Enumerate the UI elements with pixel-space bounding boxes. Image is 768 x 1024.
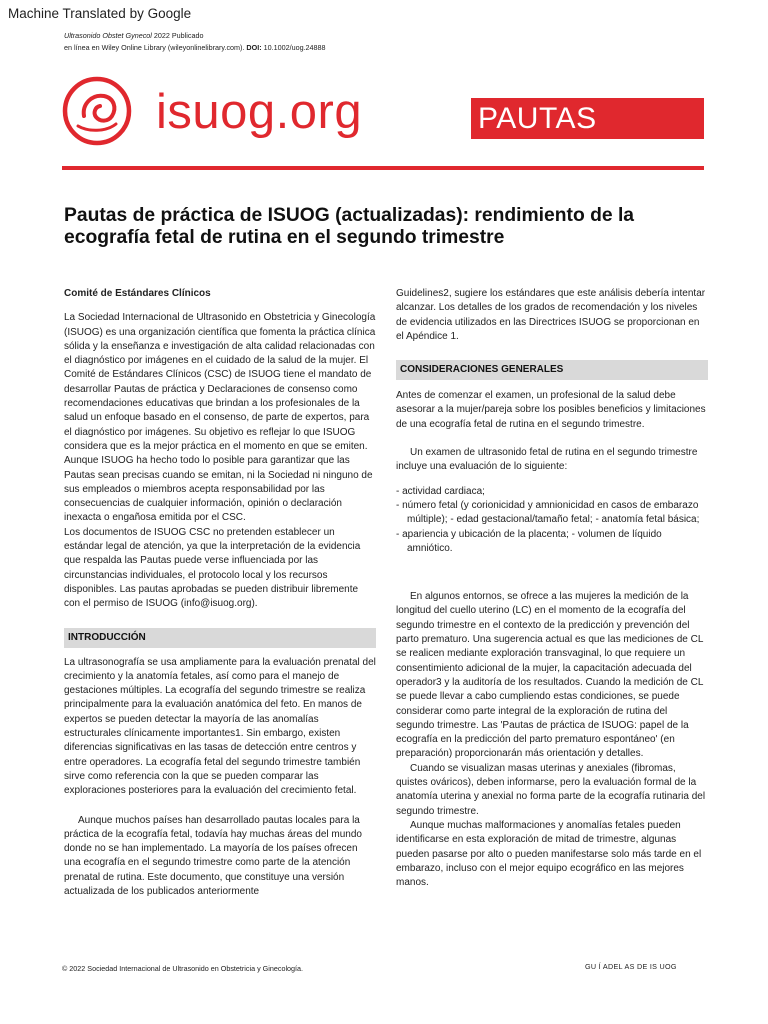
paragraph-isuog-about: La Sociedad Internacional de Ultrasonido en Obstetricia y Ginecología (ISUOG) es una organización científica que fomenta la práctica clínica sólida y la enseñanza e investigación de alta calidad relacionadas con el diagnóstico por imágenes en el cuidado de la salud de la mujer. El Comité de Estándares Clínicos (CSC) de ISUOG tiene el mandato de desarrollar Pautas de práctica y Declaraciones de consenso como recomendaciones educativas que brindan a los profesionales de la salud un enfoque basado en el consenso, de parte de expertos, para el diagnóstico por imágenes. Su objetivo es reflejar lo que ISUOG considera que es la mejor práctica en el momento en que se emiten. Aunque ISUOG ha hecho todo lo posible para garantizar que las Pautas sean precisas cuando se emitan, ni la Sociedad ni ninguno de sus empleados o miembros acepta responsabilidad por las consecuencias de cualquier información, opinión o declaración inexacta o engañosa emitida por el CSC. [64,312,376,524]
paragraph-guidelines: Guidelines2, sugiere los estándares que este análisis debería intentar alcanzar. Los detalles de los grados de recomendación y los niveles de evidencia utilizados en las Directrices ISUOG se proporcionan en el Apéndice 1. [396,288,706,342]
isuog-logo-mark-icon [62,76,132,146]
pubinfo-line-2 [64,42,326,54]
doi-label: DOI: [246,43,262,52]
paragraph-malformations: Aunque muchas malformaciones y anomalías fetales pueden identificarse en esta exploración de mitad de trimestre, algunas pueden pasarse por alto o pueden manifestarse solo más tarde en el embarazo, incluso con el mejor equipo ecográfico en las mejores manos. [396,819,702,889]
paragraph-intro-2: Aunque muchos países han desarrollado pautas locales para la práctica de la ecografía fetal, todavía hay muchas áreas del mundo donde no se han implementado. La mayoría de los países ofrecen una ecografía en el segundo trimestre como parte de la atención prenatal de rutina. Este documento, que constituye una versión actualizada de los publicados anteriormente [64,814,362,897]
exam-list [396,485,708,556]
doi-value: 10.1002/uog.24888 [261,43,326,52]
paragraph-csc-documents: Los documentos de ISUOG CSC no pretenden establecer un estándar legal de atención, ya que la interpretación de la evidencia que respalda las Pautas puede verse influenciada por las circunstancias individuales, el protocolo local y los recursos disponibles. Las pautas aprobadas se pueden distribuir libremente con el permiso de ISUOG (info@isuog.org). [64,526,361,610]
guidelines-badge: PAUTAS [471,98,704,139]
list-item: - número fetal (y corionicidad y amnionicidad en casos de embarazo múltiple); - edad gestacional/tamaño fetal; - anatomía fetal básica; [396,499,700,526]
header-divider [62,166,704,170]
paragraph-intro-1: La ultrasonografía se usa ampliamente para la evaluación prenatal del crecimiento y la anatomía fetales, así como para el manejo de gestaciones múltiples. La ecografía del segundo trimestre se realiza principalmente para la evaluación anatómica del feto. En manos de expertos se pueden detectar la mayoría de las anomalías estructurales clínicamente importantes1. Sin embargo, existen diferencias significativas en las tasas de detección entre centros y entre operadores. La ecografía fetal del segundo trimestre también sirve como referencia con la que se pueden comparar las exploraciones posteriores para la evaluación del crecimiento fetal. [64,656,376,797]
publication-info [64,30,326,54]
section-heading-consideraciones: CONSIDERACIONES GENERALES [396,360,708,380]
list-item: - actividad cardiaca; [396,485,485,497]
right-column [396,287,708,890]
footer-running-head: GU Í ADEL AS DE IS UOG [585,962,677,971]
pubinfo-year: 2022 Publicado [151,31,204,40]
footer-copyright: © 2022 Sociedad Internacional de Ultrasonido en Obstetricia y Ginecología. [62,964,304,973]
logo-wordmark: isuog.org [156,85,363,139]
isuog-logo [62,76,392,148]
article-title: Pautas de práctica de ISUOG (actualizadas): rendimiento de la ecografía fetal de rutina en el segundo trimestre [64,205,635,248]
paragraph-uterine-masses: Cuando se visualizan masas uterinas y anexiales (fibromas, quistes ováricos), deben informarse, pero la evaluación formal de la anatomía uterina y anexial no forma parte de la ecografía rutinaria del segundo trimestre. [396,762,706,817]
section-heading-introduccion: INTRODUCCIÓN [64,628,376,648]
committee-name: Comité de Estándares Clínicos [64,288,211,299]
paragraph-counseling: Antes de comenzar el examen, un profesional de la salud debe asesorar a la mujer/pareja sobre los posibles beneficios y limitaciones de una ecografía fetal de rutina en el segundo trimestre. [396,390,706,430]
left-column [64,287,376,899]
pubinfo-online: en línea en Wiley Online Library (wileyonlinelibrary.com). [64,43,247,52]
machine-translated-banner: Machine Translated by Google [8,6,192,21]
pubinfo-line-1 [64,30,326,42]
list-item: - apariencia y ubicación de la placenta; - volumen de líquido amniótico. [396,528,662,554]
journal-name: Ultrasonido Obstet Gynecol [64,31,152,40]
paragraph-exam-includes: Un examen de ultrasonido fetal de rutina en el segundo trimestre incluye una evaluación de lo siguiente: [396,447,698,473]
paragraph-cervical-length: En algunos entornos, se ofrece a las mujeres la medición de la longitud del cuello uterino (LC) en el momento de la ecografía del segundo trimestre en el contexto de la predicción y prevención del parto prematuro. Una sugerencia actual es que las mediciones de CL se realicen mediante exploración transvaginal, lo que requiere un consentimiento adicional de la mujer, la capacitación adecuada del operador3 y la auditoría de los resultados. Cuando la medición de CL se puede llevar a cabo cumpliendo estas condiciones, se puede considerar como parte integral de la exploración de rutina del segundo trimestre. Las 'Pautas de práctica de ISUOG: papel de la ecografía en la predicción del parto prematuro espontáneo' (en preparación) proporcionarán más orientación y detalles. [396,591,704,760]
